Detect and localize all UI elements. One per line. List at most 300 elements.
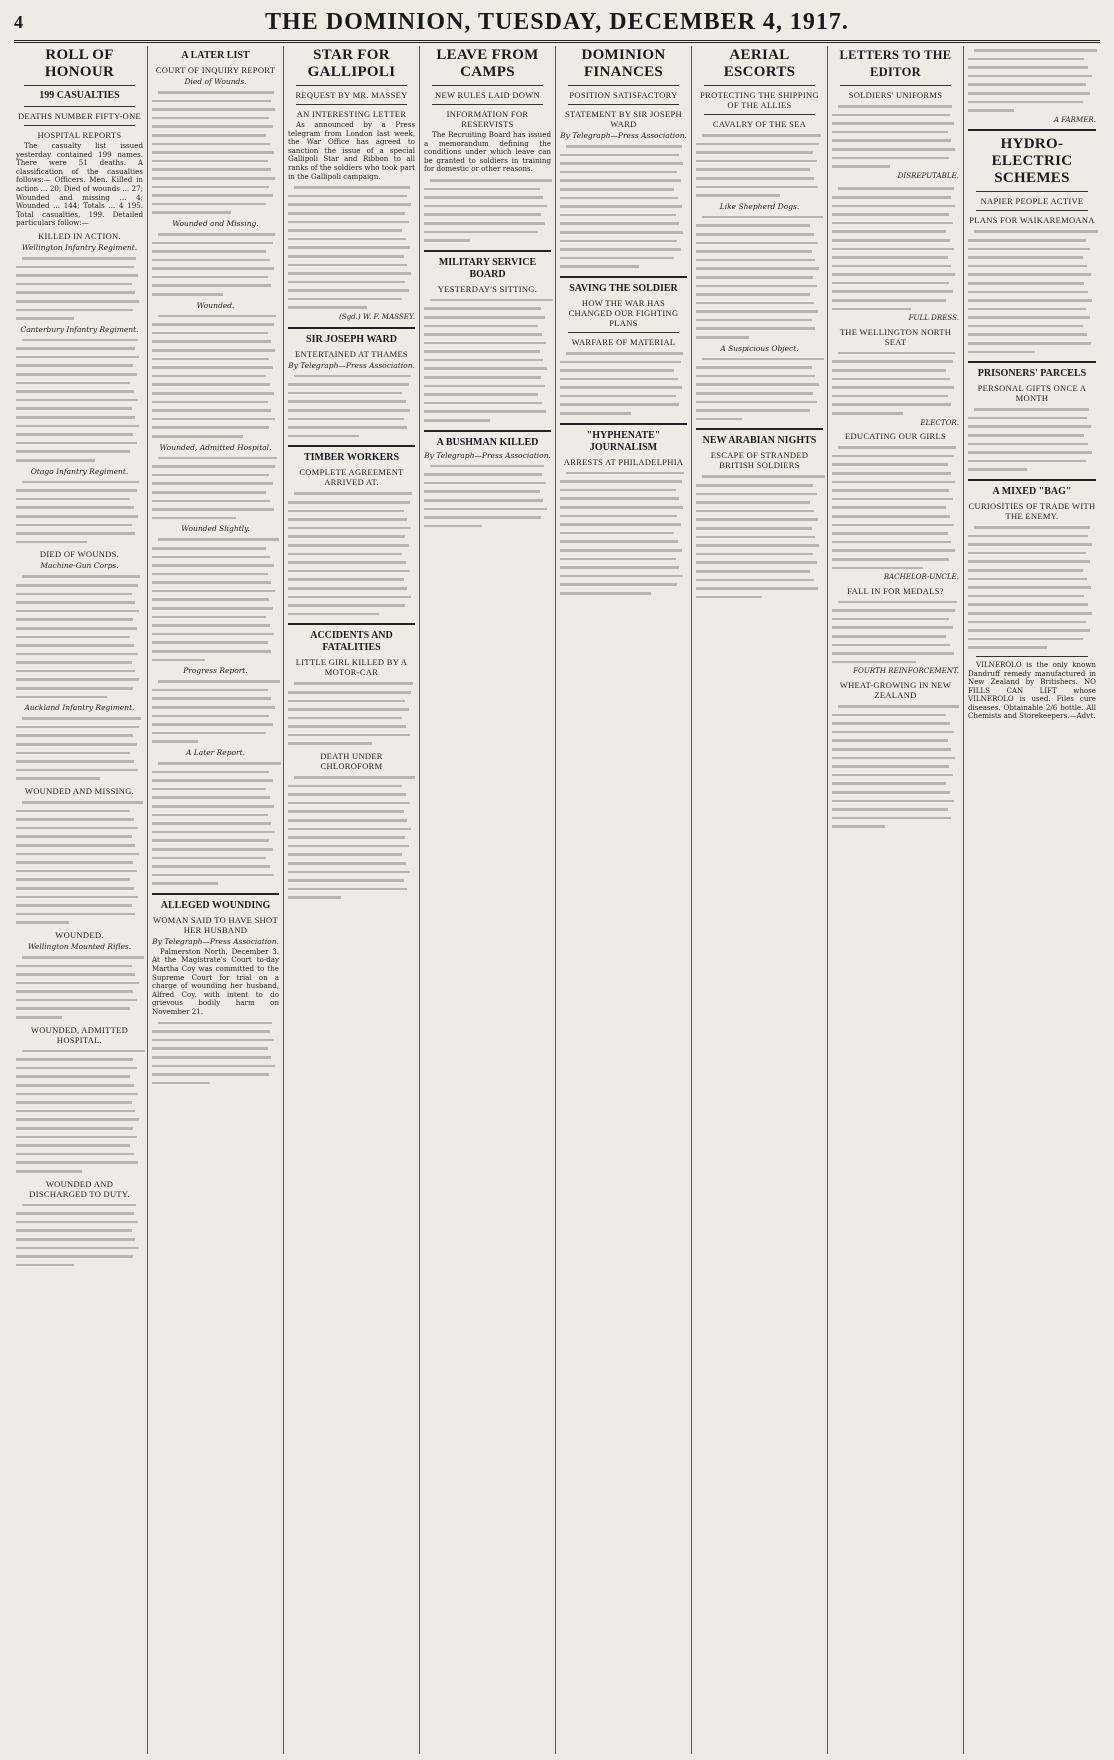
text-line [152, 1070, 279, 1079]
text-line [968, 55, 1096, 64]
filler-text [832, 443, 959, 572]
text-line [832, 154, 959, 163]
text-line-ink [696, 250, 812, 253]
divider [968, 129, 1096, 131]
text-line [152, 570, 279, 579]
text-line [424, 176, 551, 185]
text-line [560, 546, 687, 555]
text-line-ink [566, 145, 682, 148]
text-line-ink [696, 233, 814, 236]
text-line-ink [288, 785, 402, 788]
text-line-ink [294, 682, 413, 685]
text-line [16, 675, 143, 684]
text-line [16, 370, 143, 379]
text-line [560, 159, 687, 168]
text-line [152, 561, 279, 570]
text-line [288, 532, 415, 541]
text-line [560, 228, 687, 237]
text-line-ink [16, 347, 135, 350]
text-line-ink [832, 558, 949, 561]
text-line [288, 567, 415, 576]
text-line [832, 728, 959, 737]
text-line-ink [16, 1101, 132, 1104]
text-line-ink [832, 308, 911, 311]
text-line [152, 811, 279, 820]
text-line [16, 667, 143, 676]
text-line-ink [832, 489, 949, 492]
text-line-ink [832, 722, 950, 725]
text-line-ink [152, 598, 269, 601]
text-line-ink [968, 92, 1090, 95]
text-line [288, 722, 415, 731]
text-line-ink [16, 1058, 133, 1061]
text-line [832, 658, 959, 667]
text-line [288, 868, 415, 877]
text-line-ink [696, 544, 819, 547]
text-line-ink [16, 399, 138, 402]
text-line-ink [968, 434, 1084, 437]
divider [24, 106, 135, 107]
text-line [832, 296, 959, 305]
text-line-ink [832, 661, 916, 664]
text-line-ink [288, 255, 404, 258]
text-line-ink [152, 1065, 275, 1068]
text-line-ink [696, 392, 813, 395]
text-line [696, 157, 823, 166]
text-line [16, 996, 143, 1005]
text-line [152, 208, 279, 217]
section-regiment: Wellington Mounted Rifles. [27, 941, 132, 951]
text-line-ink [702, 475, 825, 478]
text-line-ink [152, 581, 271, 584]
text-line-ink [832, 265, 951, 268]
text-line-ink [832, 222, 953, 225]
text-line-ink [288, 888, 407, 891]
text-line [16, 456, 143, 465]
text-line-ink [838, 352, 955, 355]
text-line [968, 566, 1096, 575]
filler-text [16, 798, 143, 927]
text-line-ink [288, 426, 407, 429]
text-line [560, 262, 687, 271]
text-line [832, 564, 959, 573]
text-line-ink [968, 273, 1091, 276]
filler-text [16, 1201, 143, 1270]
text-line-ink [16, 835, 132, 838]
section-died: DIED OF WOUNDS. [39, 549, 120, 560]
text-line-ink [560, 369, 674, 372]
text-line-ink [560, 540, 678, 543]
text-line [832, 253, 959, 262]
text-line-ink [424, 342, 546, 345]
text-line-ink [968, 535, 1088, 538]
text-line-ink [288, 810, 404, 813]
text-line [560, 477, 687, 486]
text-line-ink [968, 265, 1087, 268]
text-line-ink [16, 584, 138, 587]
text-line-ink [16, 618, 133, 621]
text-line [968, 262, 1096, 271]
text-line [16, 1209, 143, 1218]
text-line-ink [288, 289, 409, 292]
text-line [152, 122, 279, 131]
filler-text [16, 953, 143, 1022]
signature: A FARMER. [1053, 114, 1096, 124]
text-line-ink [560, 480, 682, 483]
text-line [696, 507, 823, 516]
text-line [832, 736, 959, 745]
divider [560, 276, 687, 278]
text-line [832, 210, 959, 219]
text-line [424, 373, 551, 382]
text-line-ink [288, 717, 402, 720]
text-line [152, 595, 279, 604]
text-line [16, 910, 143, 919]
text-line [968, 626, 1096, 635]
text-line-ink [16, 1170, 82, 1173]
text-line-ink [696, 401, 817, 404]
section-regiment: Wellington Infantry Regiment. [21, 242, 138, 252]
article-intro: The casualty list issued yesterday contained 199 names. There were 51 deaths. A classification of the casualties follows:— Officers. Men. Killed in action ... 20; Died of wounds ... 27; Wounded and missing ... 4; Wounded ... 144; Totals ... 4 195. Total casualties, 199. Detailed particulars follow:— [16, 141, 143, 228]
headline-military-board: MILITARY SERVICE BOARD [438, 256, 537, 280]
filler-text [968, 227, 1096, 356]
text-line [16, 1201, 143, 1210]
text-line [16, 970, 143, 979]
text-line-ink [152, 706, 275, 709]
text-line-ink [696, 143, 819, 146]
text-line-ink [152, 659, 205, 662]
text-line [288, 731, 415, 740]
text-line [16, 875, 143, 884]
text-line-ink [288, 409, 410, 412]
text-line-ink [16, 532, 135, 535]
text-line [16, 867, 143, 876]
text-line-ink [968, 351, 1035, 354]
text-line [288, 209, 415, 218]
text-line [152, 497, 279, 506]
text-line [832, 711, 959, 720]
divider [560, 423, 687, 425]
text-line-ink [16, 644, 134, 647]
text-line [832, 202, 959, 211]
text-line [288, 697, 415, 706]
text-line-ink [560, 575, 683, 578]
text-line [832, 649, 959, 658]
text-line-ink [16, 1110, 135, 1113]
text-line [152, 454, 279, 463]
text-line-ink [152, 186, 269, 189]
text-line [152, 587, 279, 596]
text-line [16, 658, 143, 667]
text-line [832, 193, 959, 202]
text-line [696, 239, 823, 248]
text-line [16, 624, 143, 633]
text-line [152, 183, 279, 192]
text-line [968, 245, 1096, 254]
text-line-ink [288, 544, 409, 547]
letter-heading: WHEAT-GROWING IN NEW ZEALAND [839, 680, 952, 701]
text-line [832, 641, 959, 650]
text-line-ink [832, 213, 949, 216]
text-line [968, 270, 1096, 279]
text-line-ink [16, 1084, 134, 1087]
text-line [288, 825, 415, 834]
text-line [288, 286, 415, 295]
text-line [16, 798, 143, 807]
text-line-ink [560, 197, 678, 200]
text-line [288, 183, 415, 192]
text-line-ink [968, 299, 1092, 302]
text-line [424, 407, 551, 416]
text-line [696, 247, 823, 256]
text-line-ink [424, 367, 547, 370]
text-line [16, 379, 143, 388]
text-line-ink [832, 808, 948, 811]
text-line [16, 815, 143, 824]
text-line-ink [152, 633, 274, 636]
text-line-ink [832, 378, 950, 381]
text-line-ink [696, 561, 817, 564]
text-line [16, 572, 143, 581]
text-line [832, 305, 959, 314]
text-line-ink [696, 493, 817, 496]
filler-text [152, 759, 279, 888]
text-line [152, 871, 279, 880]
text-line [696, 372, 823, 381]
divider [432, 85, 543, 86]
text-line [16, 387, 143, 396]
text-line [696, 264, 823, 273]
headline-saving-soldier: SAVING THE SOLDIER [569, 282, 678, 294]
text-line [288, 893, 415, 902]
text-line-ink [968, 552, 1086, 555]
text-line-ink [968, 451, 1092, 454]
text-line [16, 413, 143, 422]
text-line [152, 854, 279, 863]
text-line [16, 271, 143, 280]
text-line-ink [560, 412, 631, 415]
text-line [696, 380, 823, 389]
text-line [152, 230, 279, 239]
text-line [288, 303, 415, 312]
text-line-ink [560, 558, 676, 561]
text-line-ink [968, 560, 1090, 563]
text-line-ink [696, 579, 814, 582]
text-line-ink [16, 913, 135, 916]
text-line-ink [696, 327, 815, 330]
text-line [16, 288, 143, 297]
text-line [696, 191, 823, 200]
text-line-ink [16, 1247, 139, 1250]
text-line-ink [832, 157, 949, 160]
text-line-ink [424, 205, 547, 208]
filler-text [832, 102, 959, 171]
text-line [152, 630, 279, 639]
text-line-ink [832, 165, 890, 168]
text-line-ink [424, 402, 542, 405]
section-killed: KILLED IN ACTION. [38, 230, 121, 241]
text-line [16, 512, 143, 521]
text-line-ink [16, 661, 132, 664]
filler-text [152, 88, 279, 217]
text-line [288, 714, 415, 723]
section-regiment: Canterbury Infantry Regiment. [20, 324, 139, 334]
text-line [152, 423, 279, 432]
text-line-ink [152, 796, 270, 799]
text-line [152, 346, 279, 355]
filler-text [968, 405, 1096, 474]
text-line-ink [968, 291, 1088, 294]
headline-prisoners-parcels: PRISONERS' PARCELS [977, 368, 1087, 380]
text-line [288, 389, 415, 398]
text-line [696, 148, 823, 157]
text-line-ink [832, 139, 951, 142]
text-line-ink [424, 393, 538, 396]
text-line [832, 219, 959, 228]
byline: By Telegraph—Press Association. [288, 360, 415, 370]
text-line [424, 193, 551, 202]
text-line [288, 252, 415, 261]
text-line [696, 256, 823, 265]
text-line-ink [158, 762, 281, 765]
filler-text [16, 254, 143, 323]
text-line-ink [832, 739, 948, 742]
text-line-ink [832, 114, 950, 117]
text-line-ink [832, 774, 953, 777]
text-line-ink [288, 501, 410, 504]
filler-text [288, 679, 415, 748]
text-line [968, 557, 1096, 566]
text-line [16, 1055, 143, 1064]
text-line [16, 824, 143, 833]
divider [24, 125, 135, 126]
text-line [832, 270, 959, 279]
text-line-ink [16, 990, 133, 993]
text-line-ink [832, 360, 953, 363]
text-line-ink [832, 131, 948, 134]
text-line-ink [152, 641, 268, 644]
text-line [560, 375, 687, 384]
text-line [832, 779, 959, 788]
text-line [152, 191, 279, 200]
text-line-ink [22, 339, 138, 342]
text-line [288, 372, 415, 381]
filler-text [832, 349, 959, 418]
text-line-ink [16, 1161, 138, 1164]
text-line-ink [288, 828, 411, 831]
filler-text [968, 46, 1096, 115]
text-line [16, 1064, 143, 1073]
text-line-ink [968, 621, 1086, 624]
text-line-ink [832, 817, 951, 820]
text-line-ink [288, 896, 341, 899]
text-line [152, 613, 279, 622]
text-line [968, 313, 1096, 322]
text-line [424, 202, 551, 211]
text-line-ink [152, 134, 266, 137]
text-line-ink [16, 382, 130, 385]
text-line-ink [838, 705, 959, 708]
text-line [832, 719, 959, 728]
text-line-ink [560, 497, 679, 500]
text-line-ink [288, 306, 367, 309]
text-line [832, 184, 959, 193]
text-line [696, 355, 823, 364]
text-line [288, 601, 415, 610]
text-line [288, 807, 415, 816]
text-line-ink [16, 515, 138, 518]
text-line-ink [152, 323, 274, 326]
text-line-ink [16, 982, 139, 985]
text-line [424, 347, 551, 356]
text-line-ink [158, 1022, 272, 1025]
text-line [832, 443, 959, 452]
text-line [560, 572, 687, 581]
text-line [16, 1081, 143, 1090]
section-wounded: WOUNDED. [55, 929, 104, 940]
text-line [968, 227, 1096, 236]
text-line [16, 1167, 143, 1176]
text-line-ink [832, 652, 954, 655]
article-text: Palmerston North, December 3. At the Magistrate's Court to-day Martha Coy was committed to the Supreme Court for trial on a charge of wounding her husband, Alfred Coy, with intent to do grievous bodily harm on November 21. [152, 946, 279, 1017]
text-line-ink [152, 1030, 270, 1033]
text-line [288, 507, 415, 516]
text-line-ink [560, 154, 679, 157]
text-line [288, 850, 415, 859]
text-line-ink [968, 282, 1084, 285]
text-line-ink [832, 395, 948, 398]
text-line-ink [560, 162, 683, 165]
text-line [152, 406, 279, 415]
article-text: As announced by a Press telegram from London last week, the War Office has agreed to sanction the issue of a special Gallipoli Star and Ribbon to all ranks of the soldiers who took part in the Gallipoli campaign. [288, 120, 415, 181]
text-line [16, 1115, 143, 1124]
divider [568, 332, 679, 333]
text-line-ink [968, 316, 1090, 319]
text-line-ink [968, 443, 1088, 446]
text-line [152, 165, 279, 174]
text-line [16, 361, 143, 370]
text-line [968, 80, 1096, 89]
text-line-ink [16, 726, 139, 729]
headline-mixed-bag: A MIXED "BAG" [992, 486, 1072, 497]
text-line [16, 987, 143, 996]
text-line [968, 46, 1096, 55]
text-line-ink [832, 524, 954, 527]
text-line-ink [16, 696, 107, 699]
text-line-ink [16, 390, 134, 393]
text-line [152, 677, 279, 686]
text-line [152, 793, 279, 802]
column-leave-camps [420, 46, 556, 1754]
text-line [424, 322, 551, 331]
text-line-ink [566, 352, 683, 355]
divider [288, 623, 415, 625]
text-line [16, 615, 143, 624]
text-line-ink [832, 506, 946, 509]
text-line-ink [838, 105, 952, 108]
text-line-ink [288, 229, 402, 232]
text-line-ink [22, 801, 143, 804]
text-line [152, 157, 279, 166]
section-label: Wounded. [196, 300, 235, 310]
text-line-ink [152, 689, 268, 692]
text-line [560, 589, 687, 598]
text-line-ink [152, 740, 198, 743]
text-line [16, 1090, 143, 1099]
headline-hyphenate: "HYPHENATE" JOURNALISM [586, 429, 661, 453]
text-line-ink [16, 1221, 138, 1224]
text-line [152, 329, 279, 338]
